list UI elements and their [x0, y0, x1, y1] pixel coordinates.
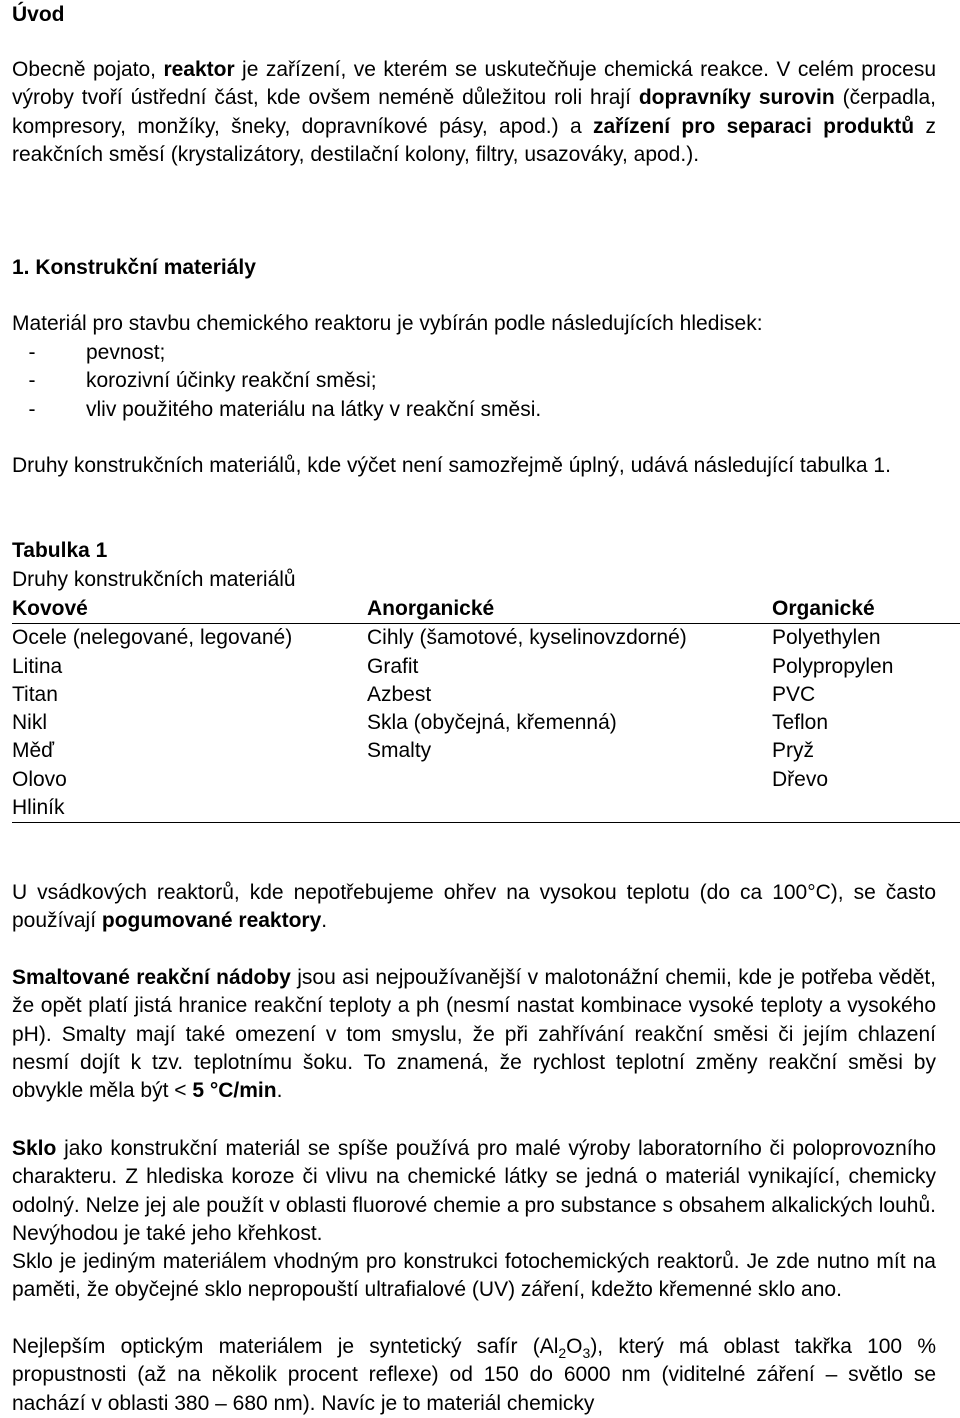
table-cell: Ocele (nelegované, legované) [12, 626, 293, 650]
table-cell: Litina [12, 654, 63, 678]
table-cell: Cihly (šamotové, kyselinovzdorné) [367, 626, 687, 650]
sapphire-text: O [566, 1335, 583, 1358]
table-row [12, 709, 960, 737]
sapphire-text: Nejlepším optickým materiálem je syntetický safír (Al [12, 1335, 559, 1358]
table-cell: Pryž [772, 739, 814, 763]
table-cell: Azbest [367, 682, 432, 706]
table-cell [772, 794, 960, 823]
table-cell: Polypropylen [772, 654, 894, 678]
list-item-text: pevnost; [86, 341, 166, 364]
table-row [12, 681, 960, 709]
list-item-text: vliv použitého materiálu na látky v reakční směsi. [86, 397, 542, 421]
table-cell: Titan [12, 682, 58, 706]
types-note: Druhy konstrukčních materiálů, kde výčet není samozřejmě úplný, udává následující tabulka 1. [12, 454, 891, 477]
intro-term-dopravniky: dopravníky surovin [638, 86, 835, 110]
list-item [28, 367, 960, 395]
table-row [12, 737, 960, 765]
list-dash: - [28, 397, 36, 421]
table-row [12, 766, 960, 794]
table-cell: Měď [12, 739, 55, 763]
table-header-row [12, 595, 960, 624]
table-row [12, 624, 960, 653]
table-cell [367, 766, 772, 794]
intro-term-reaktor: reaktor [163, 58, 235, 81]
materials-table [12, 595, 960, 823]
table-cell: Skla (obyčejná, křemenná) [367, 711, 617, 735]
intro-paragraph [12, 56, 936, 169]
sapphire-subscript: 3 [582, 1345, 591, 1362]
enamel-text-end: . [276, 1079, 283, 1103]
table-title: Tabulka 1 [12, 539, 108, 562]
table-cell: Teflon [772, 711, 829, 735]
sapphire-subscript: 2 [558, 1345, 567, 1362]
rubber-term: pogumované reaktory [101, 909, 322, 933]
intro-text: je zařízení, ve kterém se uskutečňuje chemická reakce. V celém procesu výroby tvoří ústřední část, kde ovšem neméně důležitou roli hrají [12, 58, 936, 110]
table-cell [367, 794, 772, 823]
list-item [28, 339, 960, 367]
table-cell: Polyethylen [772, 626, 881, 650]
section1-lead: Materiál pro stavbu chemického reaktoru je vybírán podle následujících hledisek: [12, 312, 763, 335]
table-cell: Dřevo [772, 767, 829, 791]
table-cell: Grafit [367, 654, 419, 678]
glass-text: jako konstrukční materiál se spíše používá pro malé výroby laboratorního či poloprovozního charakteru. Z hlediska koroze či vlivu na chemické látky se jedná o materiál vynikající, chemicky odolný. Nelze jej ale použít v oblasti fluorové chemie a pro substance s obsahem alkalických louhů. Nevýhodou je také jeho křehkost. [12, 1137, 936, 1245]
rubber-paragraph [12, 879, 936, 936]
section1-heading: 1. Konstrukční materiály [12, 256, 256, 279]
sapphire-text: ), který má oblast takřka 100 % propustnosti (až na několik procent reflexe) od 150 do 6000 nm (viditelné záření – světlo se nachází v oblasti 380 – 680 nm). Navíc je to materiál chemicky [12, 1335, 936, 1415]
list-item [28, 396, 960, 424]
table-cell: Nikl [12, 711, 47, 735]
intro-term-separace: zařízení pro separaci produktů [593, 114, 915, 138]
list-dash: - [28, 369, 36, 393]
intro-heading: Úvod [12, 3, 65, 26]
intro-text: Obecně pojato, [12, 58, 164, 81]
table-cell: Hliník [12, 794, 367, 823]
table-caption: Druhy konstrukčních materiálů [12, 568, 296, 591]
glass-paragraph [12, 1135, 936, 1248]
criteria-list [12, 339, 960, 424]
table-header-kovove: Kovové [12, 595, 367, 624]
enamel-text: jsou asi nejpoužívanější v malotonážní chemii, kde je potřeba vědět, že opět platí jistá hranice reakční teploty a ph (nesmí nastat kombinace vysoké teploty a vysokého pH). Smalty mají také omezení v tom smyslu, že při zahřívání reakční směsi či jejím chlazení nesmí dojít k tzv. teplotnímu šoku. To znamená, že rychlost teplotní změny reakční směsi by obvykle měla být < [12, 966, 936, 1103]
table-header-organicke: Organické [772, 595, 960, 624]
photochem-paragraph: Sklo je jediným materiálem vhodným pro konstrukci fotochemických reaktorů. Je zde nutno mít na paměti, že obyčejné sklo nepropouští ultrafialové (UV) záření, kdežto křemenné sklo ano. [12, 1250, 936, 1302]
sapphire-paragraph [12, 1333, 936, 1418]
list-item-text: korozivní účinky reakční směsi; [86, 369, 377, 393]
table-cell: Olovo [12, 767, 67, 791]
rubber-text-end: . [321, 909, 328, 933]
table-row [12, 794, 960, 823]
intro-text: z reakčních směsí (krystalizátory, destilační kolony, filtry, usazováky, apod.). [12, 114, 936, 166]
intro-text: (čerpadla, kompresory, monžíky, šneky, dopravníkové pásy, apod.) a [12, 86, 937, 138]
table-header-anorganicke: Anorganické [367, 595, 772, 624]
table-cell: Smalty [367, 739, 432, 763]
glass-term: Sklo [12, 1137, 57, 1160]
enamel-rate: 5 °C/min [192, 1079, 277, 1103]
enamel-paragraph [12, 964, 936, 1105]
table-row [12, 653, 960, 681]
rubber-text: U vsádkových reaktorů, kde nepotřebujeme ohřev na vysokou teplotu (do ca 100°C), se často používají [12, 881, 936, 933]
list-dash: - [28, 341, 36, 364]
table-cell: PVC [772, 682, 816, 706]
enamel-term: Smaltované reakční nádoby [12, 966, 291, 989]
